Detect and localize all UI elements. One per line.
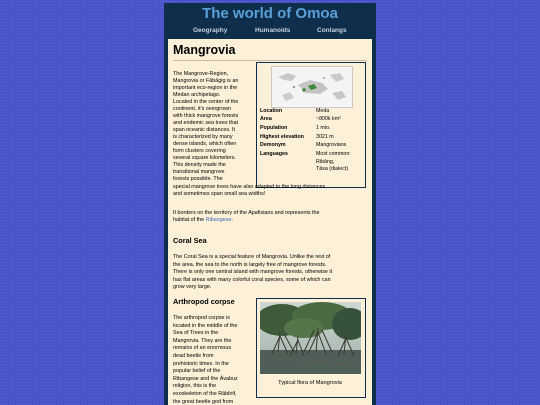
title-divider	[173, 60, 367, 61]
intro-line: Located in the center of the	[173, 99, 239, 105]
figure-caption: Typical flora of Mangrovia	[278, 380, 342, 386]
arthropod-line: The arthropod corpse is	[173, 315, 230, 321]
info-label: Languages	[260, 151, 288, 157]
site-title[interactable]: The world of Omoa	[202, 5, 338, 22]
intro-tail-line: special mangrove trees have also adapted to the long distances	[173, 184, 326, 190]
arthropod-line: the great beetle god from	[173, 398, 234, 405]
arthropod-line: religion, this is the	[173, 383, 217, 390]
info-value: 3021 m	[316, 133, 334, 140]
infobox	[256, 62, 366, 188]
intro-line: Medan archipelago.	[173, 92, 221, 98]
info-label: Highest elevation	[260, 133, 304, 140]
intro-line: important eco-region in the	[173, 85, 238, 91]
nav-geography[interactable]: Geography	[193, 27, 228, 34]
border-line-1: It borders on the territory of the Apafisians and represents the	[173, 210, 320, 216]
arthropod-line: Ribangese and the Āvabuz	[173, 375, 238, 382]
flora-photo	[260, 302, 361, 374]
content-area	[168, 39, 372, 405]
intro-line: The Mangrove-Region,	[173, 71, 229, 77]
nav-humanoids[interactable]: Humanoids	[255, 27, 291, 34]
arthropod-heading: Arthropod corpse	[173, 297, 235, 306]
info-label: Area	[260, 116, 272, 122]
info-label: Demonym	[260, 142, 286, 148]
border-line-2-prefix: habitat of the	[173, 216, 206, 223]
info-label: Location	[260, 108, 283, 114]
info-value: 1 mio.	[316, 125, 331, 131]
site-frame	[164, 3, 376, 405]
region-map	[271, 66, 353, 108]
arthropod-line: popular belief of the	[173, 368, 221, 375]
coral-sea-line: The Coral Sea is a special feature of Mangrovia. Unlike the rest of	[173, 254, 331, 260]
info-value: Tāsa (dialect)	[316, 166, 349, 172]
coral-sea-line: has flat areas with many colorful coral species, some of which can	[173, 276, 331, 283]
intro-line: dense islands, which often	[173, 141, 237, 147]
coral-sea-line: the area, the sea to the north is largely free of mangrove forests.	[173, 261, 327, 268]
intro-line: form clusters covering	[173, 148, 226, 154]
border-line-2-suffix: .	[231, 216, 233, 223]
main-nav	[164, 25, 376, 39]
intro-line: with thick mangrove forests	[173, 113, 239, 119]
arthropod-line: dead beetle from	[173, 353, 214, 359]
intro-line: several square kilometers.	[173, 155, 236, 161]
arthropod-line: Mangrovia. They are the	[173, 337, 232, 344]
coral-sea-heading: Coral Sea	[173, 236, 207, 245]
arthropod-line: exoskeleton of the Rāblirif,	[173, 391, 237, 397]
intro-line: transitional mangrove	[173, 169, 225, 175]
info-value: Ribāng,	[316, 158, 335, 165]
intro-line: continent, it's overgrown	[173, 106, 231, 112]
coral-sea-line: There is only one central island with mangrove forests, otherwise it	[173, 269, 333, 276]
arthropod-line: prehistoric times. In the	[173, 360, 229, 367]
intro-line: forests possible. The	[173, 176, 223, 182]
coral-sea-line: grow very large.	[173, 284, 212, 291]
flora-figure	[256, 298, 366, 398]
map-icon	[272, 67, 352, 107]
intro-line: and endemic sea trees that	[173, 120, 239, 126]
arthropod-line: Sea of Trees in the	[173, 330, 219, 337]
arthropod-line: located in the middle of the	[173, 322, 238, 329]
page-title: Mangrovia	[173, 43, 236, 57]
arthropod-line: remains of an enormous	[173, 345, 232, 352]
info-value: Mangrovians	[316, 142, 347, 148]
mangrove-photo-icon	[260, 302, 361, 374]
border-paragraph	[173, 210, 320, 224]
info-value: ~800k km²	[316, 116, 341, 122]
intro-line: span oceanic distances. It	[173, 127, 236, 133]
ribangese-link[interactable]: Ribangese	[205, 216, 232, 223]
nav-conlangs[interactable]: Conlangs	[317, 27, 347, 34]
intro-line: is characterized by many	[173, 134, 233, 140]
info-value: Most common:	[316, 151, 351, 157]
intro-tail-line: and sometimes span small sea widths!	[173, 190, 266, 197]
info-label: Population	[260, 125, 288, 131]
info-value: Meda	[316, 108, 330, 114]
intro-line: Mangrovia or Fābāgig is an	[173, 78, 239, 84]
intro-line: This density made the	[173, 162, 226, 168]
